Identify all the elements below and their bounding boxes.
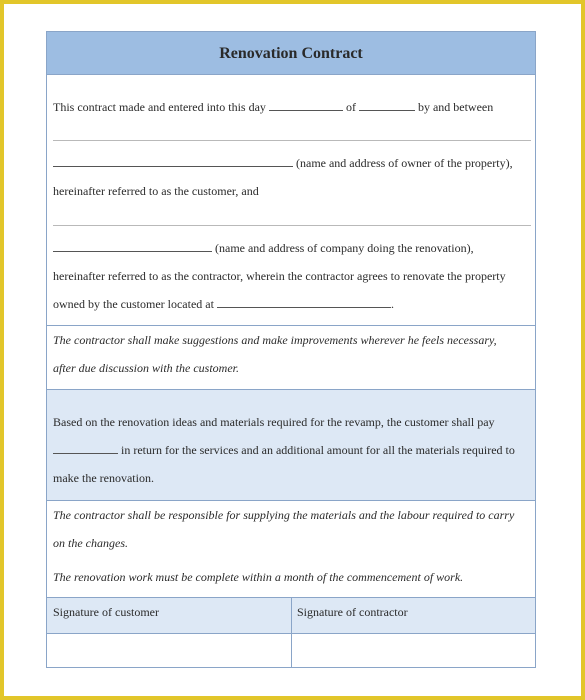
customer-signature-field[interactable]	[47, 633, 291, 667]
materials-line-1: The contractor shall be responsible for supplying the materials and the labour required to carry	[53, 508, 515, 522]
location-text: owned by the customer located at	[53, 297, 214, 311]
customer-signature-label: Signature of customer	[53, 605, 159, 619]
owner-note: (name and address of owner of the property),	[296, 156, 513, 170]
materials-line-2: on the changes.	[53, 536, 128, 550]
location-period: .	[390, 297, 394, 311]
intro-line	[53, 100, 493, 115]
payment-line-2	[53, 443, 515, 458]
suggestions-line-2: after due discussion with the customer.	[53, 361, 239, 375]
contractor-referred: hereinafter referred to as the contractor, wherein the contractor agrees to renovate the property	[53, 269, 506, 283]
owner-blank[interactable]	[53, 156, 293, 167]
payment-line-1: Based on the renovation ideas and materials required for the revamp, the customer shall pay	[53, 415, 495, 429]
contract-title: Renovation Contract	[47, 32, 535, 75]
contract-form	[46, 31, 536, 668]
payment-line-3: make the renovation.	[53, 471, 154, 485]
intro-between: by and between	[417, 100, 494, 114]
location-blank[interactable]	[217, 297, 391, 308]
company-blank[interactable]	[53, 241, 212, 252]
contractor-signature-field[interactable]	[292, 633, 535, 667]
payment-text: in return for the services and an additional amount for all the materials required to	[121, 443, 515, 457]
suggestions-line-1: The contractor shall make suggestions and make improvements wherever he feels necessary,	[53, 333, 497, 347]
owner-line	[53, 156, 513, 171]
completion-line: The renovation work must be complete within a month of the commencement of work.	[53, 570, 464, 584]
location-line	[53, 297, 394, 312]
month-blank[interactable]	[359, 100, 415, 111]
blank-line[interactable]	[53, 140, 531, 141]
intro-of: of	[345, 100, 356, 114]
contractor-signature-label: Signature of contractor	[297, 605, 408, 619]
blank-line[interactable]	[53, 225, 531, 226]
company-line	[53, 241, 474, 256]
section-divider	[47, 325, 535, 326]
intro-text: This contract made and entered into this day	[53, 100, 266, 114]
amount-blank[interactable]	[53, 443, 118, 454]
customer-referred: hereinafter referred to as the customer, and	[53, 184, 259, 198]
day-blank[interactable]	[269, 100, 343, 111]
company-note: (name and address of company doing the renovation),	[215, 241, 474, 255]
